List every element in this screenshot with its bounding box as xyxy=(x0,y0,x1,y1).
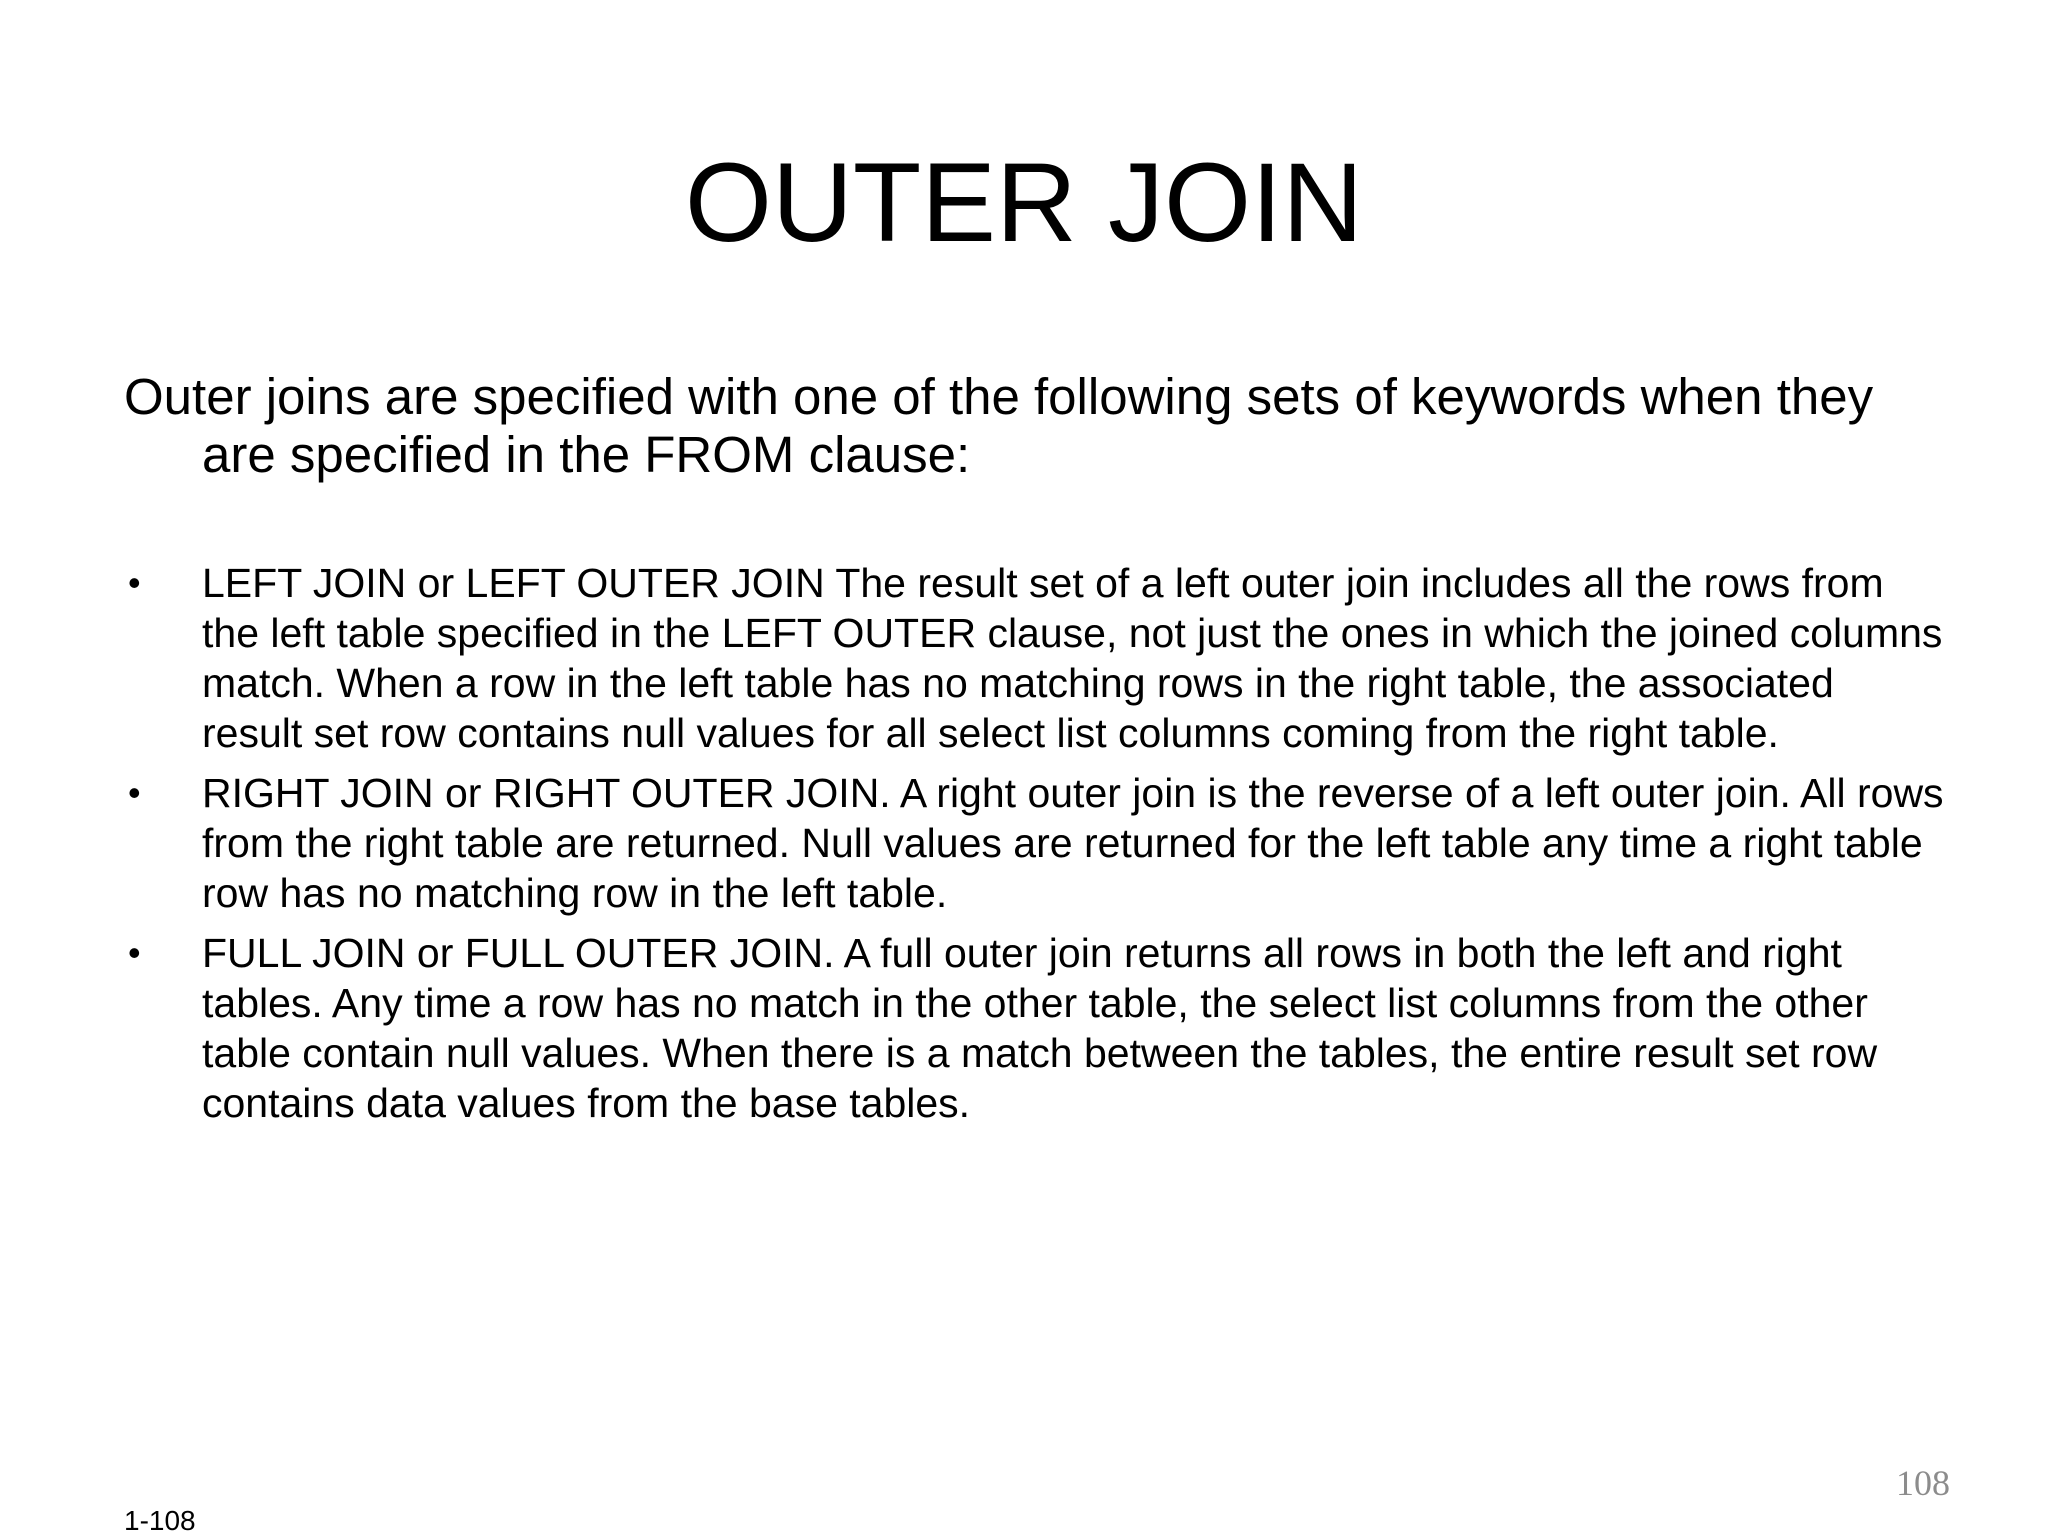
bullet-text: FULL JOIN or FULL OUTER JOIN. A full outer join returns all rows in both the left and right tables. Any time a row has no match in the other table, the select list columns from the other table contain null values. When there is a match between the tables, the entire result set row contains data values from the base tables. xyxy=(202,930,1878,1126)
slide-title: OUTER JOIN xyxy=(684,140,1364,265)
bullet-dot-icon: • xyxy=(128,932,141,973)
bullet-dot-icon: • xyxy=(128,772,141,813)
footer-slide-label: 1-108 xyxy=(124,1505,196,1536)
slide-body xyxy=(124,368,1944,1138)
bullet-left-join xyxy=(124,558,1944,758)
bullet-full-join xyxy=(124,928,1944,1128)
bullet-text: RIGHT JOIN or RIGHT OUTER JOIN. A right outer join is the reverse of a left outer join. All rows from the right table are returned. Null values are returned for the left table any time a right table row has no matching row in the left table. xyxy=(202,770,1944,916)
bullet-dot-icon: • xyxy=(128,562,141,603)
bullet-text: LEFT JOIN or LEFT OUTER JOIN The result set of a left outer join includes all the rows from the left table specified in the LEFT OUTER clause, not just the ones in which the joined columns match. When a row in the left table has no matching rows in the right table, the associated result set row contains null values for all select list columns coming from the right table. xyxy=(202,560,1943,756)
intro-paragraph: Outer joins are specified with one of the following sets of keywords when they are specified in the FROM clause: xyxy=(124,368,1874,483)
bullet-list xyxy=(124,558,1944,1128)
page-number: 108 xyxy=(1896,1463,1950,1503)
bullet-right-join xyxy=(124,768,1944,918)
